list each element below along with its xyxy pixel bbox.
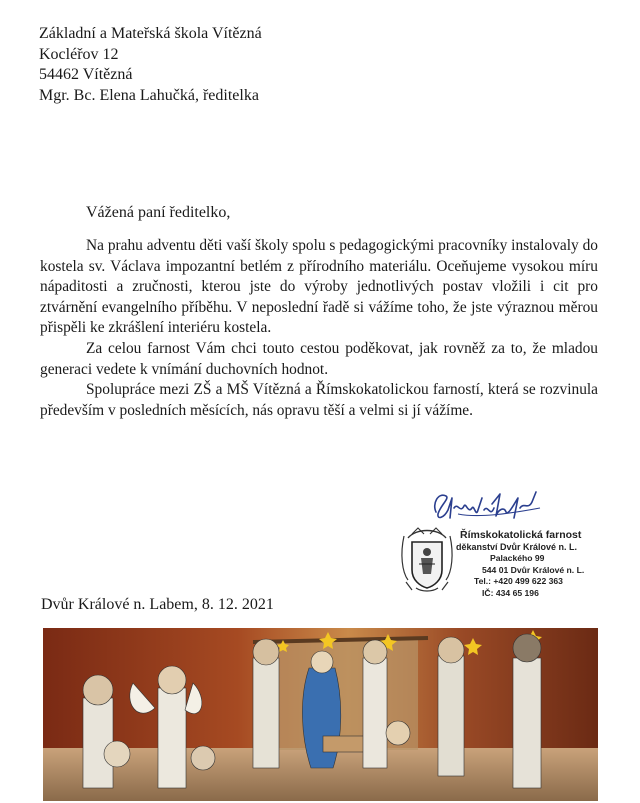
paragraph-2: Za celou farnost Vám chci touto cestou poděkovat, jak rovněž za to, že mladou generaci vedete k vnímání duchovních hodnot. [40,339,598,378]
recipient-address [39,24,262,106]
stamp-street: Palackého 99 [490,553,545,564]
stamp-parish-name: Římskokatolická farnost [460,529,582,541]
stamp-city: 544 01 Dvůr Králové n. L. [482,564,585,575]
paragraph-3: Spolupráce mezi ZŠ a MŠ Vítězná a Římskokatolickou farností, která se rozvinula především v posledních měsících, nás opravu těší a velmi si jí vážíme. [40,381,598,419]
parish-coat-of-arms-icon [398,524,456,594]
stamp-phone: Tel.: +420 499 622 363 [474,576,563,587]
parish-stamp [456,529,620,599]
date-line: Dvůr Králové n. Labem, 8. 12. 2021 [41,596,274,613]
recipient-line-4: Mgr. Bc. Elena Lahučká, ředitelka [39,86,259,104]
recipient-line-1: Základní a Mateřská škola Vítězná [39,25,262,42]
recipient-line-3: 54462 Vítězná [39,66,133,83]
recipient-line-2: Kocléřov 12 [39,45,119,63]
stamp-deanery: děkanství Dvůr Králové n. L. [456,542,578,552]
nativity-scene-photo [43,628,598,801]
paragraph-1: Na prahu adventu děti vaší školy spolu s pedagogickými pracovníky instalovaly do kostela sv. Václava impozantní betlém z přírodního materiálu. Oceňujeme vysokou míru nápaditosti a zručnosti, kterou jste do výroby jednotlivých postav vložili i cit pro ztvárnění evangelního příběhu. V neposlední řadě si vážíme toho, že jste výraznou měrou přispěli ke zkrášlení interiéru kostela. [40,237,598,337]
letter-body [40,236,598,421]
greeting: Vážená paní ředitelko, [86,204,231,221]
stamp-ic: IČ: 434 65 196 [482,587,539,598]
signature [428,484,548,526]
